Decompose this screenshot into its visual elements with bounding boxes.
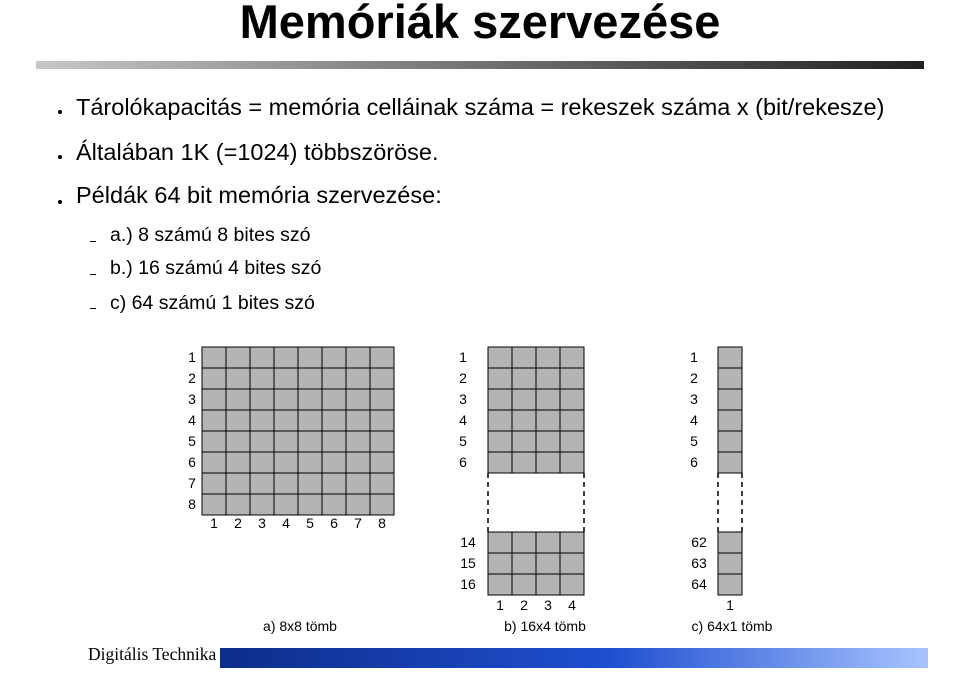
memory-cell <box>298 431 322 452</box>
memory-cell <box>488 347 512 368</box>
row-label: 3 <box>188 391 196 407</box>
memory-cell <box>560 347 584 368</box>
row-label: 7 <box>188 475 196 491</box>
column-label: 4 <box>282 515 290 531</box>
row-label-column <box>188 349 196 512</box>
memory-cell <box>202 452 226 473</box>
memory-cell <box>226 410 250 431</box>
memory-cell <box>202 494 226 515</box>
row-label: 14 <box>460 534 476 550</box>
memory-cell <box>202 431 226 452</box>
memory-cell <box>346 494 370 515</box>
column-label: 1 <box>496 597 504 613</box>
memory-cell <box>226 494 250 515</box>
block-8x8 <box>188 347 394 634</box>
sub-bullet-64x1: c) 64 számú 1 bites szó <box>110 292 315 314</box>
memory-cell <box>560 368 584 389</box>
memory-cell <box>536 553 560 574</box>
column-label: 1 <box>726 597 734 613</box>
memory-cell <box>488 553 512 574</box>
memory-cell <box>274 452 298 473</box>
bullet-1k-multiple: Általában 1K (=1024) többszöröse. <box>76 139 439 165</box>
row-label: 4 <box>459 412 467 428</box>
memory-cell <box>322 494 346 515</box>
memory-cell <box>226 389 250 410</box>
memory-cell <box>322 389 346 410</box>
memory-cell <box>298 347 322 368</box>
memory-cell <box>718 368 742 389</box>
row-label: 6 <box>690 454 698 470</box>
memory-cell <box>370 389 394 410</box>
memory-cell <box>298 410 322 431</box>
memory-cell <box>718 431 742 452</box>
memory-cell <box>512 410 536 431</box>
memory-cell <box>202 389 226 410</box>
memory-cell <box>536 574 560 595</box>
memory-cell <box>346 410 370 431</box>
memory-cell <box>488 452 512 473</box>
memory-cell <box>512 553 536 574</box>
memory-cell <box>202 473 226 494</box>
memory-cell <box>274 494 298 515</box>
memory-cell <box>226 473 250 494</box>
memory-cell <box>560 389 584 410</box>
memory-cell <box>370 494 394 515</box>
memory-cell <box>226 347 250 368</box>
column-label-row <box>726 597 734 613</box>
memory-cell <box>250 431 274 452</box>
row-label: 63 <box>691 555 707 571</box>
memory-cell <box>370 431 394 452</box>
memory-cell <box>226 452 250 473</box>
row-label: 1 <box>690 349 698 365</box>
footer-bar <box>220 648 928 668</box>
memory-cell <box>536 431 560 452</box>
bullet-capacity: Tárolókapacitás = memória celláinak száma = rekeszek száma x (bit/rekesze) <box>76 94 885 120</box>
memory-cell <box>322 473 346 494</box>
memory-cell <box>298 368 322 389</box>
memory-cell <box>370 368 394 389</box>
row-label: 4 <box>188 412 196 428</box>
memory-cell <box>202 347 226 368</box>
row-label: 3 <box>690 391 698 407</box>
column-label: 6 <box>330 515 338 531</box>
memory-cell <box>274 410 298 431</box>
column-label-row <box>210 515 386 531</box>
memory-cell <box>718 574 742 595</box>
memory-cell <box>512 574 536 595</box>
row-label-column <box>690 349 707 592</box>
memory-cell <box>560 410 584 431</box>
column-label: 1 <box>210 515 218 531</box>
memory-cell <box>512 347 536 368</box>
memory-cell <box>718 347 742 368</box>
memory-cell <box>322 368 346 389</box>
memory-cell <box>560 553 584 574</box>
sub-bullet-8x8: a.) 8 számú 8 bites szó <box>110 224 311 246</box>
row-label: 64 <box>691 576 707 592</box>
column-label: 8 <box>378 515 386 531</box>
memory-cell <box>322 347 346 368</box>
row-label: 2 <box>459 370 467 386</box>
row-label: 1 <box>188 349 196 365</box>
memory-cell <box>536 389 560 410</box>
sub-bullet-16x4: b.) 16 számú 4 bites szó <box>110 257 322 279</box>
memory-cell <box>298 494 322 515</box>
memory-cell <box>718 532 742 553</box>
memory-cell <box>512 431 536 452</box>
cell-grid <box>488 347 584 595</box>
row-label: 2 <box>188 370 196 386</box>
memory-cell <box>488 389 512 410</box>
column-label: 3 <box>258 515 266 531</box>
column-label: 5 <box>306 515 314 531</box>
memory-cell <box>346 389 370 410</box>
memory-cell <box>560 431 584 452</box>
memory-cell <box>560 574 584 595</box>
memory-cell <box>250 389 274 410</box>
column-label: 2 <box>520 597 528 613</box>
memory-cell <box>536 368 560 389</box>
row-label: 2 <box>690 370 698 386</box>
row-label: 15 <box>460 555 476 571</box>
memory-cell <box>322 452 346 473</box>
memory-cell <box>298 473 322 494</box>
memory-cell <box>226 368 250 389</box>
memory-cell <box>370 452 394 473</box>
slide-title: Memóriák szervezése <box>239 0 721 48</box>
memory-cell <box>202 410 226 431</box>
memory-cell <box>718 553 742 574</box>
row-label: 8 <box>188 496 196 512</box>
memory-cell <box>536 410 560 431</box>
row-label: 5 <box>690 433 698 449</box>
column-label: 3 <box>544 597 552 613</box>
row-label: 62 <box>691 534 707 550</box>
block-caption: a) 8x8 tömb <box>263 618 337 634</box>
memory-cell <box>512 452 536 473</box>
row-label: 6 <box>188 454 196 470</box>
row-label: 6 <box>459 454 467 470</box>
memory-cell <box>512 368 536 389</box>
cell-grid <box>718 347 742 595</box>
memory-cell <box>250 347 274 368</box>
block-16x4 <box>459 347 586 634</box>
memory-cell <box>274 347 298 368</box>
memory-cell <box>202 368 226 389</box>
memory-cell <box>250 473 274 494</box>
memory-cell <box>488 532 512 553</box>
row-label: 1 <box>459 349 467 365</box>
memory-cell <box>488 410 512 431</box>
memory-cell <box>560 452 584 473</box>
row-label: 16 <box>460 576 476 592</box>
memory-cell <box>346 368 370 389</box>
memory-cell <box>536 347 560 368</box>
memory-cell <box>536 452 560 473</box>
column-label: 4 <box>568 597 576 613</box>
row-label-column <box>459 349 476 592</box>
memory-cell <box>274 368 298 389</box>
cell-grid <box>202 347 394 515</box>
memory-cell <box>370 410 394 431</box>
memory-cell <box>322 410 346 431</box>
memory-cell <box>370 473 394 494</box>
memory-cell <box>274 389 298 410</box>
block-64x1 <box>690 347 773 634</box>
memory-cell <box>298 452 322 473</box>
memory-cell <box>250 410 274 431</box>
memory-cell <box>718 452 742 473</box>
memory-cell <box>560 532 584 553</box>
memory-cell <box>250 494 274 515</box>
memory-cell <box>346 347 370 368</box>
memory-cell <box>512 532 536 553</box>
memory-cell <box>512 389 536 410</box>
memory-cell <box>274 473 298 494</box>
row-label: 4 <box>690 412 698 428</box>
block-caption: b) 16x4 tömb <box>504 618 586 634</box>
row-label: 5 <box>459 433 467 449</box>
memory-cell <box>274 431 298 452</box>
memory-cell <box>718 410 742 431</box>
column-label-row <box>496 597 576 613</box>
memory-cell <box>718 389 742 410</box>
memory-cell <box>298 389 322 410</box>
column-label: 7 <box>354 515 362 531</box>
memory-cell <box>536 532 560 553</box>
memory-cell <box>346 473 370 494</box>
footer-text: Digitális Technika <box>88 644 217 664</box>
memory-cell <box>250 452 274 473</box>
memory-cell <box>250 368 274 389</box>
memory-cell <box>346 431 370 452</box>
memory-cell <box>488 431 512 452</box>
memory-cell <box>322 431 346 452</box>
row-label: 3 <box>459 391 467 407</box>
memory-cell <box>370 347 394 368</box>
memory-cell <box>226 431 250 452</box>
row-label: 5 <box>188 433 196 449</box>
memory-cell <box>488 574 512 595</box>
memory-cell <box>488 368 512 389</box>
memory-cell <box>346 452 370 473</box>
bullet-examples: Példák 64 bit memória szervezése: <box>76 182 442 208</box>
block-caption: c) 64x1 tömb <box>691 618 773 634</box>
column-label: 2 <box>234 515 242 531</box>
